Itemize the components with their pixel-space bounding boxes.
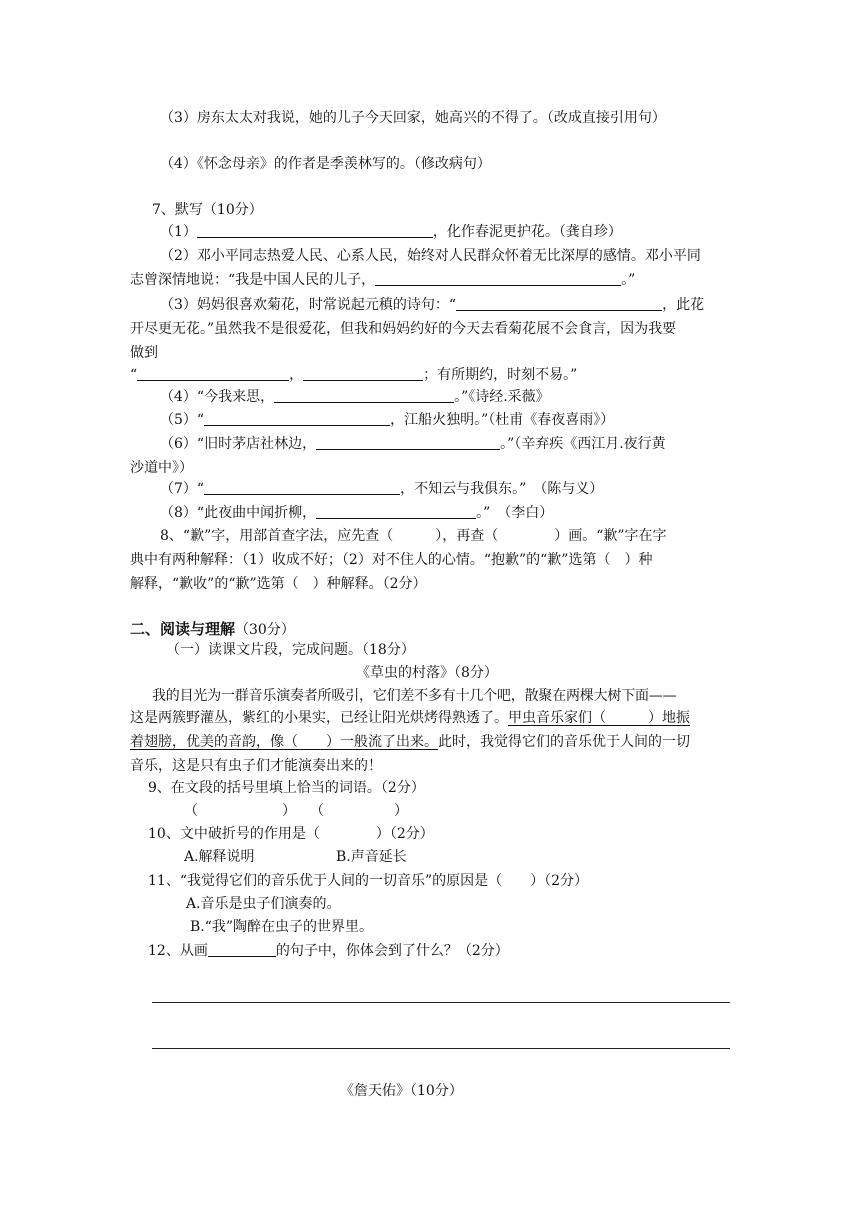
text: （7）“ xyxy=(160,481,205,497)
text: 这是两簇野灌丛，紫红的小果实，已经让阳光烘烤得熟透了。 xyxy=(130,710,508,726)
answer-blank[interactable] xyxy=(456,296,662,311)
question-7-6-line2: 沙道中》） xyxy=(130,460,193,476)
question-7-4 xyxy=(160,387,550,407)
answer-blank xyxy=(208,942,276,957)
question-6-4: （4）《怀念母亲》的作者是季羡林写的。（修改病句） xyxy=(160,156,491,172)
text: （1） xyxy=(160,224,197,240)
question-7-title: 7、默写（10分） xyxy=(152,202,263,218)
section-2-heading xyxy=(130,618,295,639)
text: （8）“此夜曲中闻折柳， xyxy=(160,505,317,521)
text: 的句子中，你体会到了什么？（2分） xyxy=(275,943,509,959)
text: （3）妈妈很喜欢菊花，时常说起元稹的诗句：“ xyxy=(160,297,457,313)
answer-blank[interactable] xyxy=(375,271,621,286)
question-7-3-line3: 做到 xyxy=(130,345,158,361)
passage-line-3 xyxy=(130,732,690,752)
text: ，不知云与我俱东。” （陈与义） xyxy=(400,481,604,497)
question-11: 11、“我觉得它们的音乐优于人间的一切音乐”的原因是（ ）（2分） xyxy=(148,873,589,889)
answer-line-2[interactable] xyxy=(152,1048,730,1049)
question-8-line2: 典中有两种解释：（1）收成不好；（2）对不住人的心情。“抱歉”的“歉”选第（ ）种 xyxy=(130,552,653,568)
question-9-blanks[interactable]: （ ） （ ） xyxy=(184,803,408,819)
question-9: 9、在文段的括号里填上恰当的词语。（2分） xyxy=(148,780,425,796)
question-7-1 xyxy=(160,222,622,242)
question-8-line3: 解释，“歉收”的“歉”选第（ ）种解释。（2分） xyxy=(130,576,427,592)
next-passage-title: 《詹天佑》（10分） xyxy=(340,1083,463,1099)
passage-line-1: 我的目光为一群音乐演奏者所吸引，它们差不多有十几个吧，散聚在两棵大树下面—— xyxy=(152,688,677,704)
text: （6）“旧时茅店社林边， xyxy=(160,436,317,452)
text: 。” （李白） xyxy=(476,505,554,521)
answer-blank[interactable] xyxy=(316,435,500,450)
underlined-sentence: 着翅膀，优美的音韵，像（ ）一般流了出来。 xyxy=(130,734,438,750)
question-7-7 xyxy=(160,479,603,499)
text: （4）“今我来思， xyxy=(160,389,275,405)
text: （5）“ xyxy=(160,412,205,428)
question-7-6-line1 xyxy=(160,434,666,454)
text: 。” xyxy=(621,272,636,288)
text: 此时，我觉得它们的音乐优于人间的一切 xyxy=(438,734,690,750)
text: ；有所期约，时刻不易。” xyxy=(423,367,578,383)
text: 志曾深情地说：“我是中国人民的儿子， xyxy=(130,272,376,288)
question-7-5 xyxy=(160,410,614,430)
text: 12、从画 xyxy=(148,943,208,959)
passage-line-4: 音乐，这是只有虫子们才能演奏出来的！ xyxy=(130,758,382,774)
section-title: 二、阅读与理解 xyxy=(130,620,236,638)
answer-blank[interactable] xyxy=(197,223,433,238)
answer-line-1[interactable] xyxy=(152,1002,730,1003)
answer-blank[interactable] xyxy=(274,388,454,403)
question-7-3-line4 xyxy=(130,365,577,385)
answer-blank[interactable] xyxy=(137,366,289,381)
question-11-option-b[interactable]: B.“我”陶醉在虫子的世界里。 xyxy=(190,919,374,935)
question-12 xyxy=(148,941,509,961)
passage-line-2 xyxy=(130,708,690,728)
question-10: 10、文中破折号的作用是（ ）（2分） xyxy=(148,826,434,842)
text: ， xyxy=(289,367,304,383)
part-1-instruction: （一）读课文片段，完成问题。（18分） xyxy=(166,642,415,658)
answer-blank[interactable] xyxy=(316,504,476,519)
question-11-option-a[interactable]: A.音乐是虫子们演奏的。 xyxy=(186,896,341,912)
question-10-option-b[interactable]: B.声音延长 xyxy=(336,849,407,865)
question-7-3-line1 xyxy=(160,295,704,315)
answer-blank[interactable] xyxy=(204,480,400,495)
text: “ xyxy=(130,367,138,383)
underlined-sentence: 甲虫音乐家们（ ）地振 xyxy=(508,710,690,726)
text: 。”（辛弃疾《西江月.夜行黄 xyxy=(500,436,666,452)
question-7-8 xyxy=(160,503,553,523)
question-7-2-line2 xyxy=(130,270,635,290)
text: ，此花 xyxy=(662,297,705,313)
answer-blank[interactable] xyxy=(204,411,390,426)
question-8-line1: 8、“歉”字，用部首查字法，应先查（ ），再查（ ）画。“歉”字在字 xyxy=(160,528,667,544)
answer-blank[interactable] xyxy=(303,366,423,381)
question-7-3-line2: 开尽更无花。”虽然我不是很爱花，但我和妈妈约好的今天去看菊花展不会食言，因为我要 xyxy=(130,321,677,337)
section-points: （30分） xyxy=(235,622,295,638)
text: ，化作春泥更护花。（龚自珍） xyxy=(432,224,622,240)
passage-title: 《草虫的村落》（8分） xyxy=(356,665,498,681)
question-6-3: （3）房东太太对我说，她的儿子今天回家，她高兴的不得了。（改成直接引用句） xyxy=(160,110,666,126)
text: ，江船火独明。”（杜甫《春夜喜雨》） xyxy=(390,412,615,428)
question-10-option-a[interactable]: A.解释说明 xyxy=(184,849,255,865)
text: 。”《诗经.采薇》 xyxy=(454,389,550,405)
question-7-2-line1: （2）邓小平同志热爱人民、心系人民，始终对人民群众怀着无比深厚的感情。邓小平同 xyxy=(160,248,701,264)
